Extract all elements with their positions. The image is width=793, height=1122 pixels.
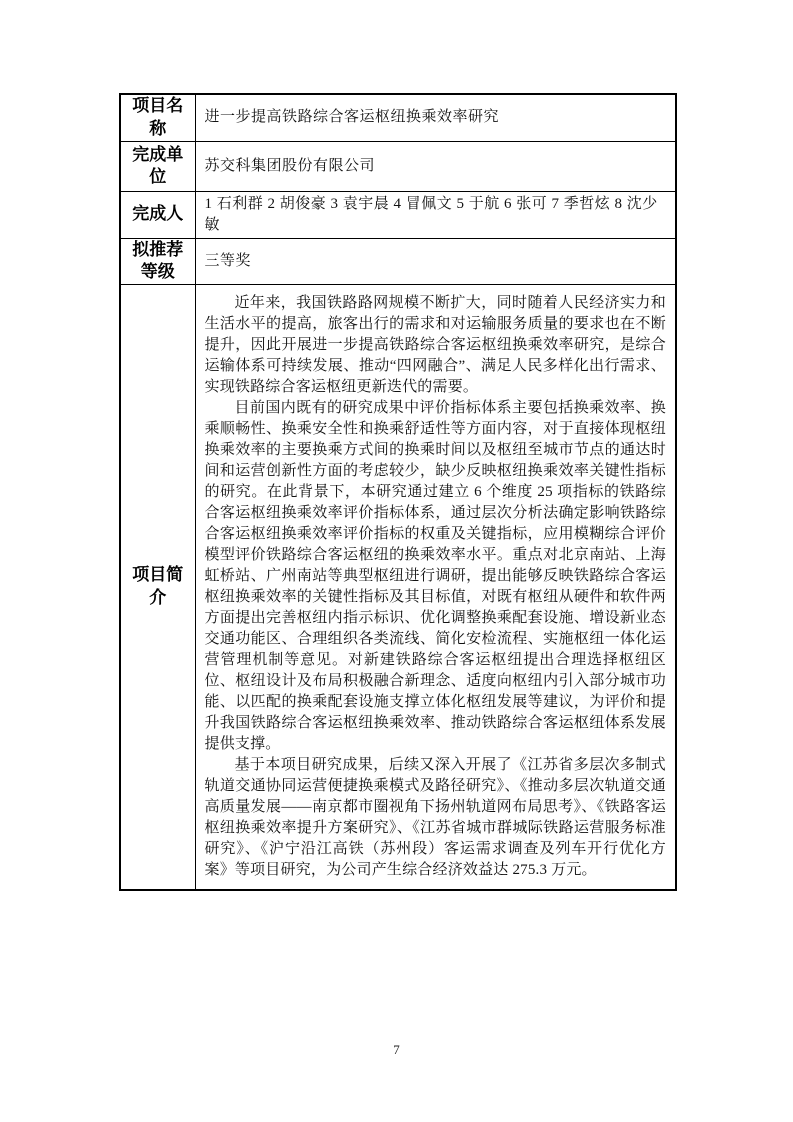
proposed-award-level-label: 拟推荐等级 [120,238,195,284]
project-name-value: 进一步提高铁路综合客运枢纽换乘效率研究 [195,94,676,141]
table-row-completing-unit [120,141,676,191]
summary-paragraph-research-content: 目前国内既有的研究成果中评价指标体系主要包括换乘效率、换乘顺畅性、换乘安全性和换乘舒适性等方面内容，对于直接体现枢纽换乘效率的主要换乘方式间的换乘时间以及枢纽至城市节点的通达时间和运营创新性方面的考虑较少，缺少反映枢纽换乘效率关键性指标的研究。在此背景下，本研究通过建立 6 个维度 25 项指标的铁路综合客运枢纽换乘效率评价指标体系，通过层次分析法确定影响铁路综合客运枢纽换乘效率评价指标的权重及关键指标，应用模糊综合评价模型评价铁路综合客运枢纽的换乘效率水平。重点对北京南站、上海虹桥站、广州南站等典型枢纽进行调研，提出能够反映铁路综合客运枢纽换乘效率的关键性指标及其目标值，对既有枢纽从硬件和软件两方面提出完善枢纽内指示标识、优化调整换乘配套设施、增设新业态交通功能区、合理组织各类流线、简化安检流程、实施枢纽一体化运营管理机制等意见。对新建铁路综合客运枢纽提出合理选择枢纽区位、枢纽设计及布局积极融合新理念、适度向枢纽内引入部分城市功能、以匹配的换乘配套设施支撑立体化枢纽发展等建议，为评价和提升我国铁路综合客运枢纽换乘效率、推动铁路综合客运枢纽体系发展提供支撑。 [204,399,666,752]
table-row-completers [120,191,676,238]
project-summary-value [195,284,676,890]
project-summary-label: 项目简介 [120,284,195,890]
completing-unit-value: 苏交科集团股份有限公司 [195,141,676,191]
summary-paragraph-follow-up-results: 基于本项目研究成果，后续又深入开展了《江苏省多层次多制式轨道交通协同运营便捷换乘模式及路径研究》、《推动多层次轨道交通高质量发展——南京都市圈视角下扬州轨道网布局思考》、《铁路客运枢纽换乘效率提升方案研究》、《江苏省城市群城际铁路运营服务标准研究》、《沪宁沿江高铁（苏州段）客运需求调查及列车开行优化方案》等项目研究，为公司产生综合经济效益达 275.3 万元。 [204,756,666,878]
completers-label: 完成人 [120,191,195,238]
summary-paragraph-background: 近年来，我国铁路路网规模不断扩大，同时随着人民经济实力和生活水平的提高，旅客出行的需求和对运输服务质量的要求也在不断提升，因此开展进一步提高铁路综合客运枢纽换乘效率研究，是综合运输体系可持续发展、推动“四网融合”、满足人民多样化出行需求、实现铁路综合客运枢纽更新迭代的需要。 [204,294,666,395]
table-row-project-summary [120,284,676,890]
project-name-label: 项目名称 [120,94,195,141]
completers-value: 1 石利群 2 胡俊豪 3 袁宇晨 4 冒佩文 5 于航 6 张可 7 季哲炫 8 沈少敏 [195,191,676,238]
table-row-project-name [120,94,676,141]
table-row-proposed-award-level [120,238,676,284]
proposed-award-level-value: 三等奖 [195,238,676,284]
page-number: 7 [393,1042,400,1057]
completing-unit-label: 完成单位 [120,141,195,191]
project-info-table [119,93,677,891]
